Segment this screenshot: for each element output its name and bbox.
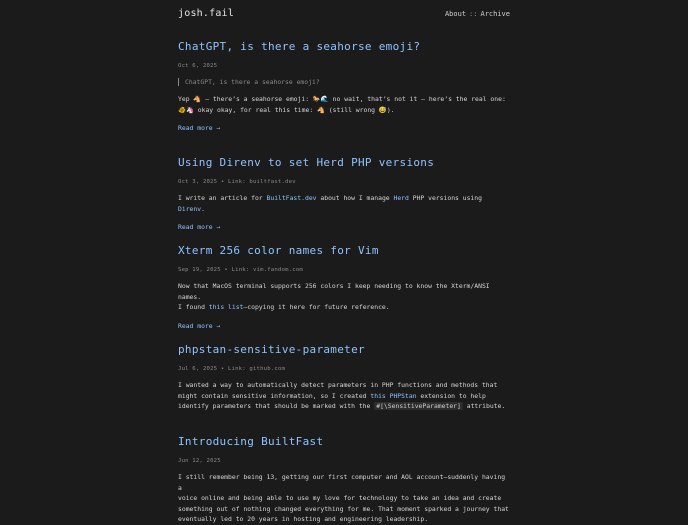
read-more-link[interactable]: Read more → xyxy=(178,124,221,132)
excerpt-line: voice online and being able to use my love for technology to take an idea and create xyxy=(178,494,502,502)
post-date: Jun 12, 2025 xyxy=(178,458,221,464)
site-header xyxy=(178,0,510,44)
excerpt-text: I found xyxy=(178,303,209,311)
post-meta: Jul 6, 2025 • Link: github.com xyxy=(178,366,286,372)
excerpt-text: attribute. xyxy=(462,402,506,410)
excerpt-text: —copying it here for future reference. xyxy=(243,303,390,311)
excerpt-text: PHP versions using xyxy=(408,194,482,202)
excerpt-text: . xyxy=(201,204,205,213)
nav-about-link[interactable]: About xyxy=(444,10,467,18)
excerpt-line xyxy=(178,401,510,412)
post-date: Oct 6, 2025 xyxy=(178,63,218,69)
post-source-link[interactable]: Link: vim.fandom.com xyxy=(231,267,303,273)
main-nav xyxy=(445,8,510,18)
post-title-link[interactable]: Xterm 256 color names for Vim xyxy=(178,244,379,257)
builtfast-link[interactable]: BuiltFast.dev xyxy=(266,194,317,202)
excerpt-line: I wanted a way to automatically detect parameters in PHP functions and methods that xyxy=(178,381,498,389)
read-more-link[interactable]: Read more → xyxy=(178,321,221,330)
post-meta: Sep 19, 2025 • Link: vim.fandom.com xyxy=(178,267,303,273)
post-date: Sep 19, 2025 xyxy=(178,267,221,273)
post-direnv xyxy=(178,156,510,233)
post-title-link[interactable]: ChatGPT, is there a seahorse emoji? xyxy=(178,40,421,53)
post-meta: Oct 3, 2025 • Link: builtfast.dev xyxy=(178,179,296,185)
inline-code: #[\SensitiveParameter] xyxy=(376,402,461,410)
post-source-link[interactable]: Link: github.com xyxy=(227,366,286,372)
excerpt-line: something out of nothing changed everything for me. That moment sparked a journey that xyxy=(178,504,509,513)
excerpt-line: Yep 🐴 — there’s a seahorse emoji: 🐎🌊 no wait, that’s not it — here’s the real one: xyxy=(178,95,506,103)
site-title[interactable]: josh.fail xyxy=(178,8,234,19)
excerpt-line: Now that MacOS terminal supports 256 colors I keep needing to know the Xterm/ANSI names. xyxy=(178,282,490,301)
direnv-link[interactable]: Direnv xyxy=(178,204,202,213)
phpstan-link[interactable]: this PHPStan xyxy=(370,391,417,400)
post-title-link[interactable]: phpstan-sensitive-parameter xyxy=(178,343,365,356)
post-source-link[interactable]: Link: builtfast.dev xyxy=(227,179,296,185)
nav-separator: :: xyxy=(469,10,478,18)
post-title-link[interactable]: Introducing BuiltFast xyxy=(178,435,324,448)
post-title-link[interactable]: Using Direnv to set Herd PHP versions xyxy=(178,156,435,169)
read-more-link[interactable]: Read more → xyxy=(178,223,221,231)
post-blockquote: ChatGPT, is there a seahorse emoji? xyxy=(178,78,510,86)
post-excerpt xyxy=(178,380,510,412)
this-list-link[interactable]: this list xyxy=(208,303,244,311)
page-container xyxy=(178,0,510,523)
excerpt-line xyxy=(178,302,510,313)
excerpt-text: I write an article for xyxy=(178,194,267,202)
post-excerpt xyxy=(178,472,510,525)
post-excerpt xyxy=(178,193,510,214)
nav-archive-link[interactable]: Archive xyxy=(480,10,510,18)
post-builtfast xyxy=(178,435,510,525)
post-phpstan xyxy=(178,343,510,412)
post-excerpt xyxy=(178,94,510,115)
excerpt-text: identify parameters that should be marked with the xyxy=(178,402,375,410)
excerpt-text: extension to help xyxy=(416,391,486,400)
post-seahorse xyxy=(178,40,510,134)
excerpt-text: about how I manage xyxy=(316,194,394,202)
excerpt-text: might contain sensitive information, so I created xyxy=(178,391,371,400)
post-date: Oct 3, 2025 xyxy=(178,179,218,185)
post-excerpt xyxy=(178,281,510,313)
excerpt-line xyxy=(178,391,510,402)
excerpt-line: 🐠🦄 okay okay, for real this time: 🐴 (still wrong 😅). xyxy=(178,105,395,114)
herd-link[interactable]: Herd xyxy=(393,194,409,202)
excerpt-line: eventually led to 20 years in hosting and engineering leadership. xyxy=(178,515,429,523)
excerpt-line: I still remember being 13, getting our first computer and AOL account—suddenly having a xyxy=(178,473,506,492)
post-xterm xyxy=(178,244,510,332)
post-date: Jul 6, 2025 xyxy=(178,366,218,372)
